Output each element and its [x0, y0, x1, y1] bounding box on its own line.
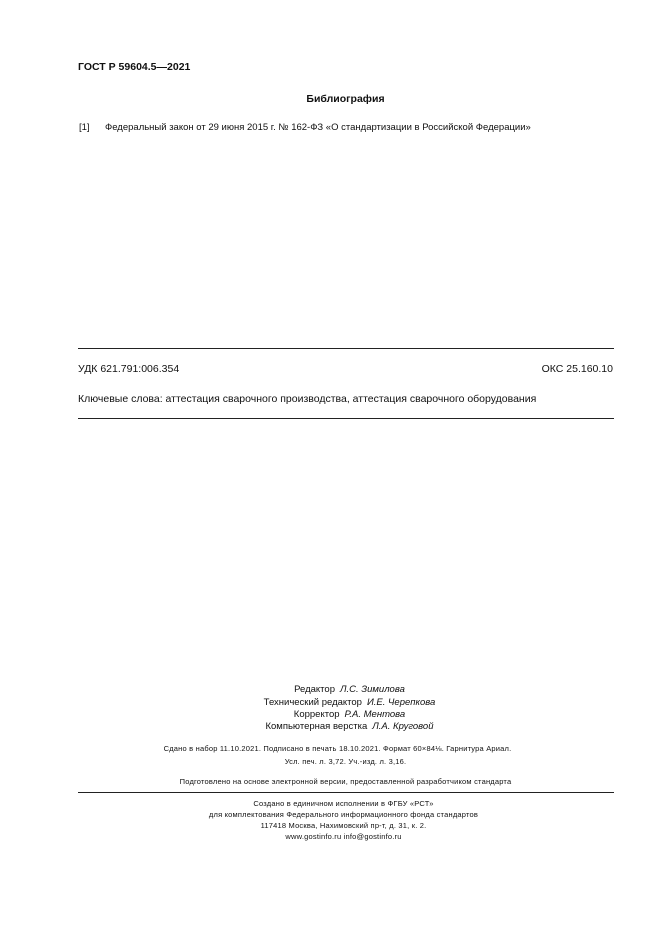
oks-code: ОКС 25.160.10: [541, 363, 613, 375]
credit-row-layout: [0, 721, 661, 732]
credit-role: Корректор: [293, 709, 340, 720]
credit-person: Р.А. Ментова: [344, 709, 406, 720]
credit-role: Компьютерная верстка: [265, 721, 368, 732]
keywords: Ключевые слова: аттестация сварочного производства, аттестация сварочного оборудования: [78, 393, 537, 405]
credit-person: И.Е. Черепкова: [366, 697, 436, 708]
credit-person: Л.С. Зимилова: [340, 684, 405, 695]
standard-number: ГОСТ Р 59604.5—2021: [78, 61, 191, 73]
reference-text: Федеральный закон от 29 июня 2015 г. № 162-ФЗ «О стандартизации в Российской Федерации»: [105, 122, 531, 133]
udk-code: УДК 621.791:006.354: [78, 363, 180, 375]
credit-row-tech-editor: [0, 697, 661, 708]
footer-line-3: 117418 Москва, Нахимовский пр-т, д. 31, к. 2.: [260, 821, 427, 830]
reference-number: [1]: [79, 122, 90, 133]
footer-contacts: www.gostinfo.ru info@gostinfo.ru: [285, 832, 402, 841]
footer-line-1: Создано в единичном исполнении в ФГБУ «РСТ»: [253, 799, 434, 808]
credit-row-corrector: [0, 709, 661, 720]
bibliography-title: Библиография: [306, 93, 385, 105]
credit-role: Редактор: [294, 684, 335, 695]
print-info-line-3: Подготовлено на основе электронной версии, предоставленной разработчиком стандарта: [179, 777, 512, 786]
credit-row-editor: [0, 684, 661, 695]
print-info-line-2: Усл. печ. л. 3,72. Уч.-изд. л. 3,16.: [284, 757, 407, 766]
divider-footer: [78, 792, 614, 793]
divider-keywords: [78, 418, 614, 419]
divider-top: [78, 348, 614, 349]
credit-role: Технический редактор: [263, 697, 362, 708]
footer-line-2: для комплектования Федерального информационного фонда стандартов: [208, 810, 479, 819]
credit-person: Л.А. Круговой: [372, 721, 434, 732]
print-info-line-1: Сдано в набор 11.10.2021. Подписано в печать 18.10.2021. Формат 60×84⅛. Гарнитура Ариал.: [163, 744, 512, 753]
